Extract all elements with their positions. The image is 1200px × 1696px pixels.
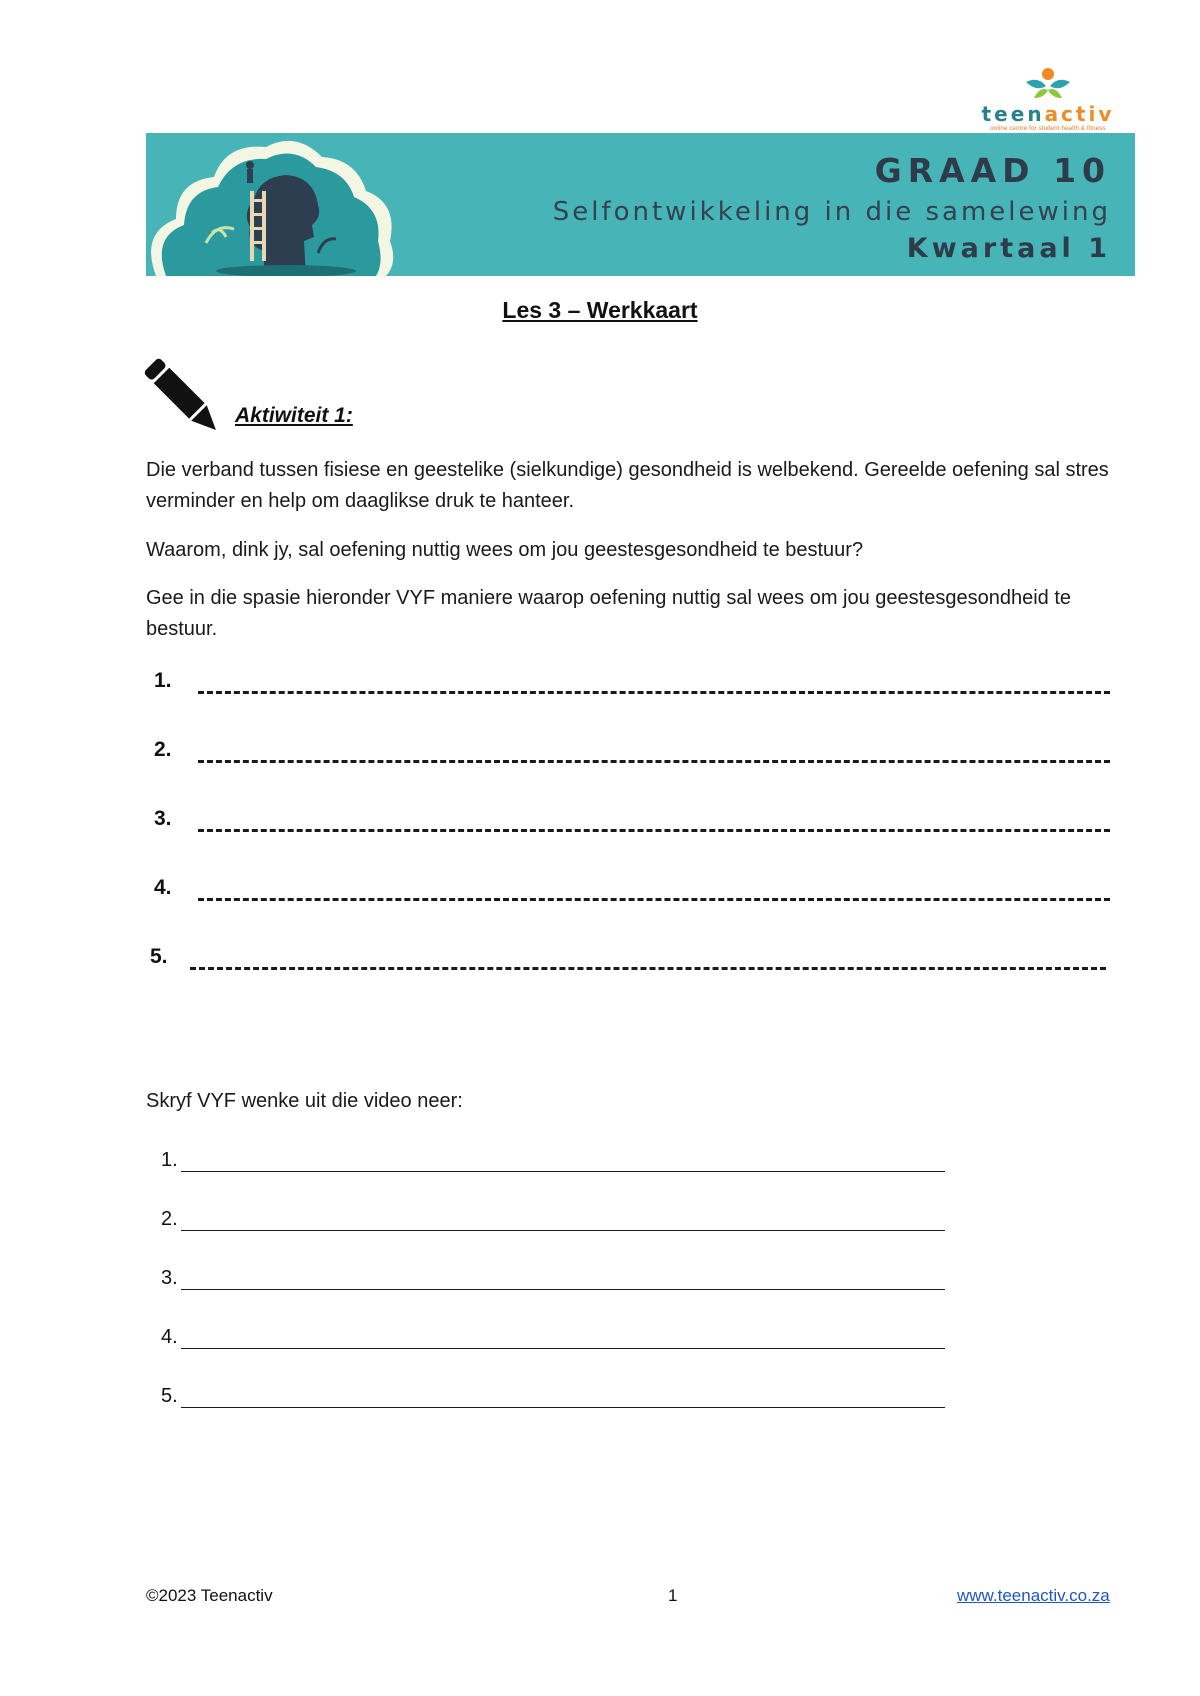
tip-number: 1. [161,1149,178,1171]
tip-number: 2. [161,1208,178,1230]
pencil-icon [143,356,221,436]
footer-copyright: ©2023 Teenactiv [146,1586,273,1605]
answer-number: 4. [154,876,172,899]
answer-number: 1. [154,669,172,692]
banner-term: Kwartaal 1 [906,233,1111,264]
dashed-line [190,967,1106,970]
tip-number: 4. [161,1326,178,1348]
dashed-line [198,829,1110,832]
answer-number: 2. [154,738,172,761]
footer-website-link[interactable]: www.teenactiv.co.za [957,1586,1110,1605]
tip-line[interactable] [161,1326,945,1354]
logo-figure-icon [968,66,1128,102]
header-banner [146,133,1135,276]
tip-number: 3. [161,1267,178,1289]
underline [181,1407,945,1408]
underline [181,1348,945,1349]
logo-wordmark: teenactiv [981,102,1115,126]
underline [181,1289,945,1290]
question-paragraph: Waarom, dink jy, sal oefening nuttig wees om jou geestesgesondheid te bestuur? [146,539,864,561]
answer-line[interactable] [150,807,1110,841]
video-prompt: Skryf VYF wenke uit die video neer: [146,1090,463,1112]
activity-heading: Aktiwiteit 1: [235,404,353,427]
banner-grade: GRAAD 10 [874,151,1111,190]
answer-line[interactable] [150,738,1110,772]
underline [181,1230,945,1231]
dashed-line [198,691,1110,694]
tip-line[interactable] [161,1149,945,1177]
teenactiv-logo [968,66,1128,134]
logo-tagline: online centre for student health & fitness [990,126,1106,132]
tip-line[interactable] [161,1385,945,1413]
footer-page-number: 1 [668,1586,678,1605]
banner-subject: Selfontwikkeling in die samelewing [552,197,1111,227]
answer-number: 3. [154,807,172,830]
head-illustration-icon [146,133,406,276]
tip-number: 5. [161,1385,178,1407]
instruction-paragraph: Gee in die spasie hieronder VYF maniere waarop oefening nuttig sal wees om jou geestesgesondheid te bestuur. [146,587,1072,640]
intro-paragraph: Die verband tussen fisiese en geestelike (sielkundige) gesondheid is welbekend. Gereelde oefening sal stres verminder en help om daaglikse druk te hanteer. [146,459,1109,512]
tip-line[interactable] [161,1208,945,1236]
answer-line[interactable] [146,945,1106,979]
dashed-line [198,760,1110,763]
answer-number: 5. [150,945,168,968]
dashed-line [198,898,1110,901]
tip-line[interactable] [161,1267,945,1295]
underline [181,1171,945,1172]
answer-line[interactable] [150,669,1110,703]
answer-line[interactable] [150,876,1110,910]
page-title: Les 3 – Werkkaart [502,297,698,323]
